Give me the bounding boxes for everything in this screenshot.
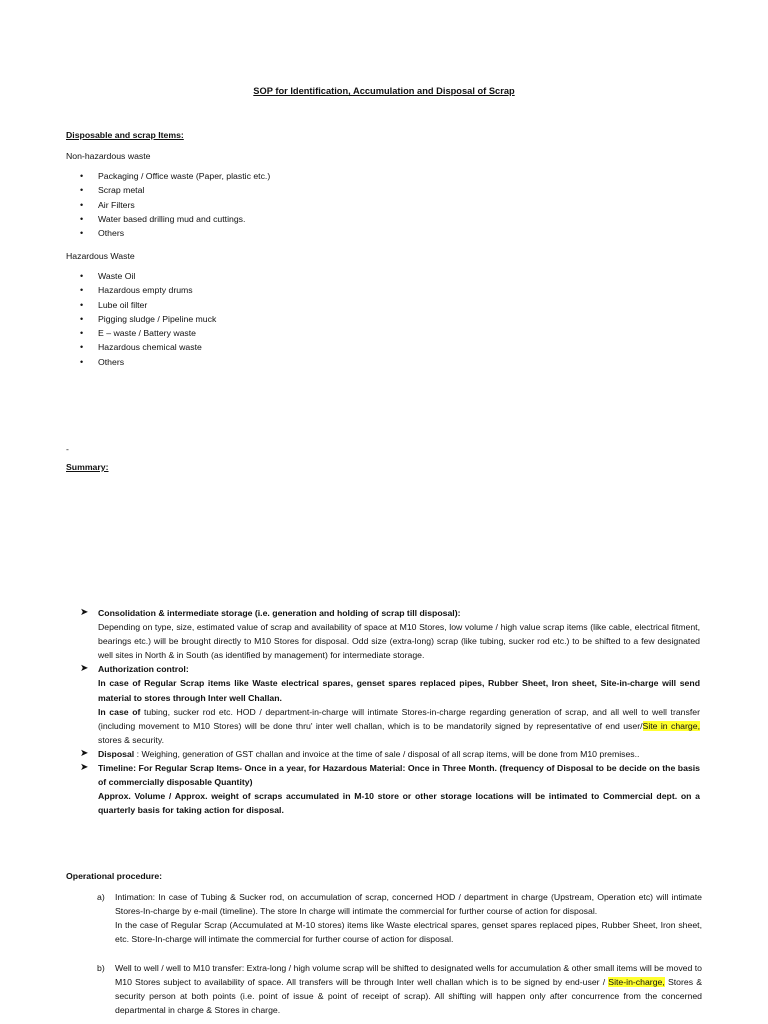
operational-item-a-para1: Intimation: In case of Tubing & Sucker rod, on accumulation of scrap, concerned HOD / department in charge (Upstream, Operation etc) will intimate Stores-In-charge by e-mail (timeline). The store In charge will intimate the commercial for further course of action for disposal. (115, 892, 702, 917)
arrowhead-bullet-icon: ➤ (80, 747, 89, 759)
list-item: • Hazardous empty drums (80, 283, 216, 297)
list-item: • Hazardous chemical waste (80, 340, 216, 354)
consolidation-title: Consolidation & intermediate storage (i.e. generation and holding of scrap till disposal): (98, 608, 461, 618)
document-title: SOP for Identification, Accumulation and Disposal of Scrap (253, 86, 515, 96)
operational-item-b (97, 961, 702, 1017)
authorization-text-part1: tubing, sucker rod etc. HOD / department-in-charge will intimate Stores-in-charge regarding generation of scrap, and all well to well transfer (including movement to M10 Stores) will be done thru' inter well challan, which is to be mandatorily signed by representative of end user/ (98, 706, 700, 731)
disposal-body: : Weighing, generation of GST challan and invoice at the time of sale / disposal of all scrap items, will be done from M10 premises.. (134, 748, 640, 759)
consolidation-text: Depending on type, size, estimated value of scrap and availability of space at M10 Stores, low volume / high value scrap items (like cable, electrical fitment, bearings etc.) will be brought directly to M10 Stores for disposal. Odd size (extra-long) scrap (like tubing, sucker rod etc.) to be shifted to a few designated well sites in North & in South (as identified by management) for intermediate storage. (98, 622, 700, 661)
list-item: • Lube oil filter (80, 298, 216, 312)
non-hazardous-list (80, 169, 270, 240)
authorization-text-part2: stores & security. (98, 734, 164, 745)
disposal-title: Disposal (98, 748, 135, 759)
non-hazardous-label: Non-hazardous waste (66, 151, 151, 161)
disposal-text (98, 747, 700, 761)
list-item: • Pigging sludge / Pipeline muck (80, 312, 216, 326)
arrowhead-bullet-icon: ➤ (80, 607, 89, 618)
list-item: • Air Filters (80, 198, 270, 212)
item-marker: b) (97, 963, 105, 973)
highlight-site-in-charge: Site-in-charge, (608, 977, 665, 988)
list-item: • Waste Oil (80, 269, 216, 283)
hazardous-label: Hazardous Waste (66, 251, 135, 261)
summary-heading: Summary: (66, 462, 109, 472)
operational-item-a-para2: In the case of Regular Scrap (Accumulated at M-10 stores) items like Waste electrical spares, genset spares replaced pipes, Rubber Sheet, Iron sheet, etc. Store-In-charge will intimate the commercial for further course of action for disposal. (115, 920, 702, 945)
disposable-items-heading: Disposable and scrap Items: (66, 130, 184, 140)
authorization-text (98, 705, 700, 747)
summary-item-timeline (80, 761, 700, 817)
item-marker: a) (97, 892, 105, 902)
authorization-bold-text: In case of Regular Scrap items like Waste electrical spares, genset spares replaced pipes, Rubber Sheet, Iron sheet, Site-in-charge will send material to stores through Inter well Challan. (98, 678, 700, 703)
list-item: • Water based drilling mud and cuttings. (80, 212, 270, 226)
operational-item-b-part1: Well to well / well to M10 transfer: Extra-long / high volume scrap will be shifted to designated wells for accumulation & other small items will be moved to M10 Stores subject to availability of space. All transfers will be through Inter well challan which is to be signed by end-user / (115, 963, 702, 988)
list-item: • Packaging / Office waste (Paper, plastic etc.) (80, 169, 270, 183)
list-item: • Others (80, 355, 216, 369)
highlight-site-in-charge: Site in charge, (642, 720, 700, 731)
operational-item-b-part2: Stores & security person at both points (i.e. point of issue & point of receipt of scrap). All shifting will happen only after concurrence from the concerned departmental in charge & Stores in charge. (115, 977, 703, 1016)
summary-item-authorization (80, 662, 700, 747)
list-item: • E – waste / Battery waste (80, 326, 216, 340)
arrowhead-bullet-icon: ➤ (80, 663, 89, 675)
summary-item-disposal (80, 747, 700, 761)
timeline-title: Timeline: For Regular Scrap Items- Once in a year, for Hazardous Material: Once in Three Month. (frequency of Disposal to be decide on the basis of commercially disposable Quantity) (98, 763, 700, 788)
summary-item-consolidation (80, 606, 700, 662)
list-item: • Others (80, 226, 270, 240)
authorization-title: Authorization control: (98, 664, 189, 675)
operational-item-b-text (115, 961, 702, 1017)
summary-list (80, 606, 700, 817)
authorization-lead: In case of (98, 706, 141, 717)
operational-procedure-heading: Operational procedure: (66, 871, 163, 881)
arrowhead-bullet-icon: ➤ (80, 762, 89, 774)
hazardous-list (80, 269, 216, 369)
stray-mark: - (66, 444, 69, 454)
operational-item-a (97, 890, 702, 946)
list-item: • Scrap metal (80, 183, 270, 197)
timeline-text: Approx. Volume / Approx. weight of scraps accumulated in M-10 store or other storage locations will be intimated to Commercial dept. on a quarterly basis for taking action for disposal. (98, 791, 700, 816)
